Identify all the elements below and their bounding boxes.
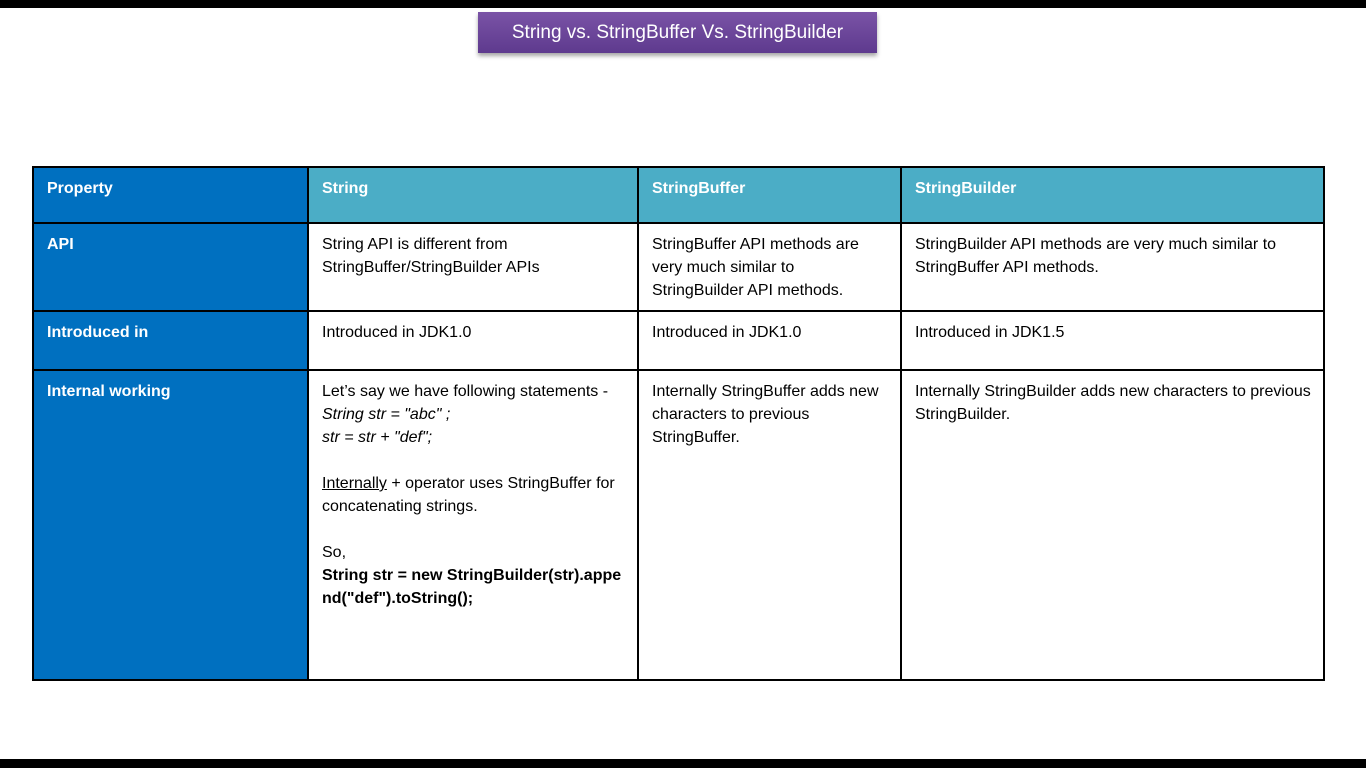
table-row-introduced xyxy=(33,311,1324,370)
paragraph-gap xyxy=(322,518,625,541)
header-string: String xyxy=(308,167,638,223)
cell-internal-string xyxy=(308,370,638,680)
cell-api-stringbuilder: StringBuilder API methods are very much similar to StringBuffer API methods. xyxy=(901,223,1324,311)
slide-title: String vs. StringBuffer Vs. StringBuilder xyxy=(478,12,877,53)
paragraph-gap xyxy=(322,449,625,472)
code-line-1: String str = "abc" ; xyxy=(322,406,451,423)
internal-note-underlined: Internally xyxy=(322,475,387,492)
header-property: Property xyxy=(33,167,308,223)
cell-internal-stringbuilder: Internally StringBuilder adds new characters to previous StringBuilder. xyxy=(901,370,1324,680)
table-header-row xyxy=(33,167,1324,223)
so-text: So, xyxy=(322,544,347,561)
cell-api-string: String API is different from StringBuffer/StringBuilder APIs xyxy=(308,223,638,311)
result-code: String str = new StringBuilder(str).append("def").toString(); xyxy=(322,567,622,607)
cell-internal-stringbuffer: Internally StringBuffer adds new characters to previous StringBuffer. xyxy=(638,370,901,680)
comparison-table xyxy=(32,166,1325,681)
cell-introduced-stringbuilder: Introduced in JDK1.5 xyxy=(901,311,1324,370)
internal-note xyxy=(322,472,625,518)
code-line-2: str = str + "def"; xyxy=(322,429,433,446)
internal-note-rest: + operator uses StringBuffer for concatenating strings. xyxy=(322,475,615,515)
cell-api-stringbuffer: StringBuffer API methods are very much similar to StringBuilder API methods. xyxy=(638,223,901,311)
internal-intro-text: Let’s say we have following statements - xyxy=(322,383,609,400)
cell-introduced-string: Introduced in JDK1.0 xyxy=(308,311,638,370)
row-label-internal-working: Internal working xyxy=(33,370,308,680)
bottom-border-bar xyxy=(0,759,1366,768)
cell-introduced-stringbuffer: Introduced in JDK1.0 xyxy=(638,311,901,370)
row-label-api: API xyxy=(33,223,308,311)
table-row-internal-working xyxy=(33,370,1324,680)
top-border-bar xyxy=(0,0,1366,8)
table-row-api xyxy=(33,223,1324,311)
header-stringbuffer: StringBuffer xyxy=(638,167,901,223)
header-stringbuilder: StringBuilder xyxy=(901,167,1324,223)
row-label-introduced: Introduced in xyxy=(33,311,308,370)
